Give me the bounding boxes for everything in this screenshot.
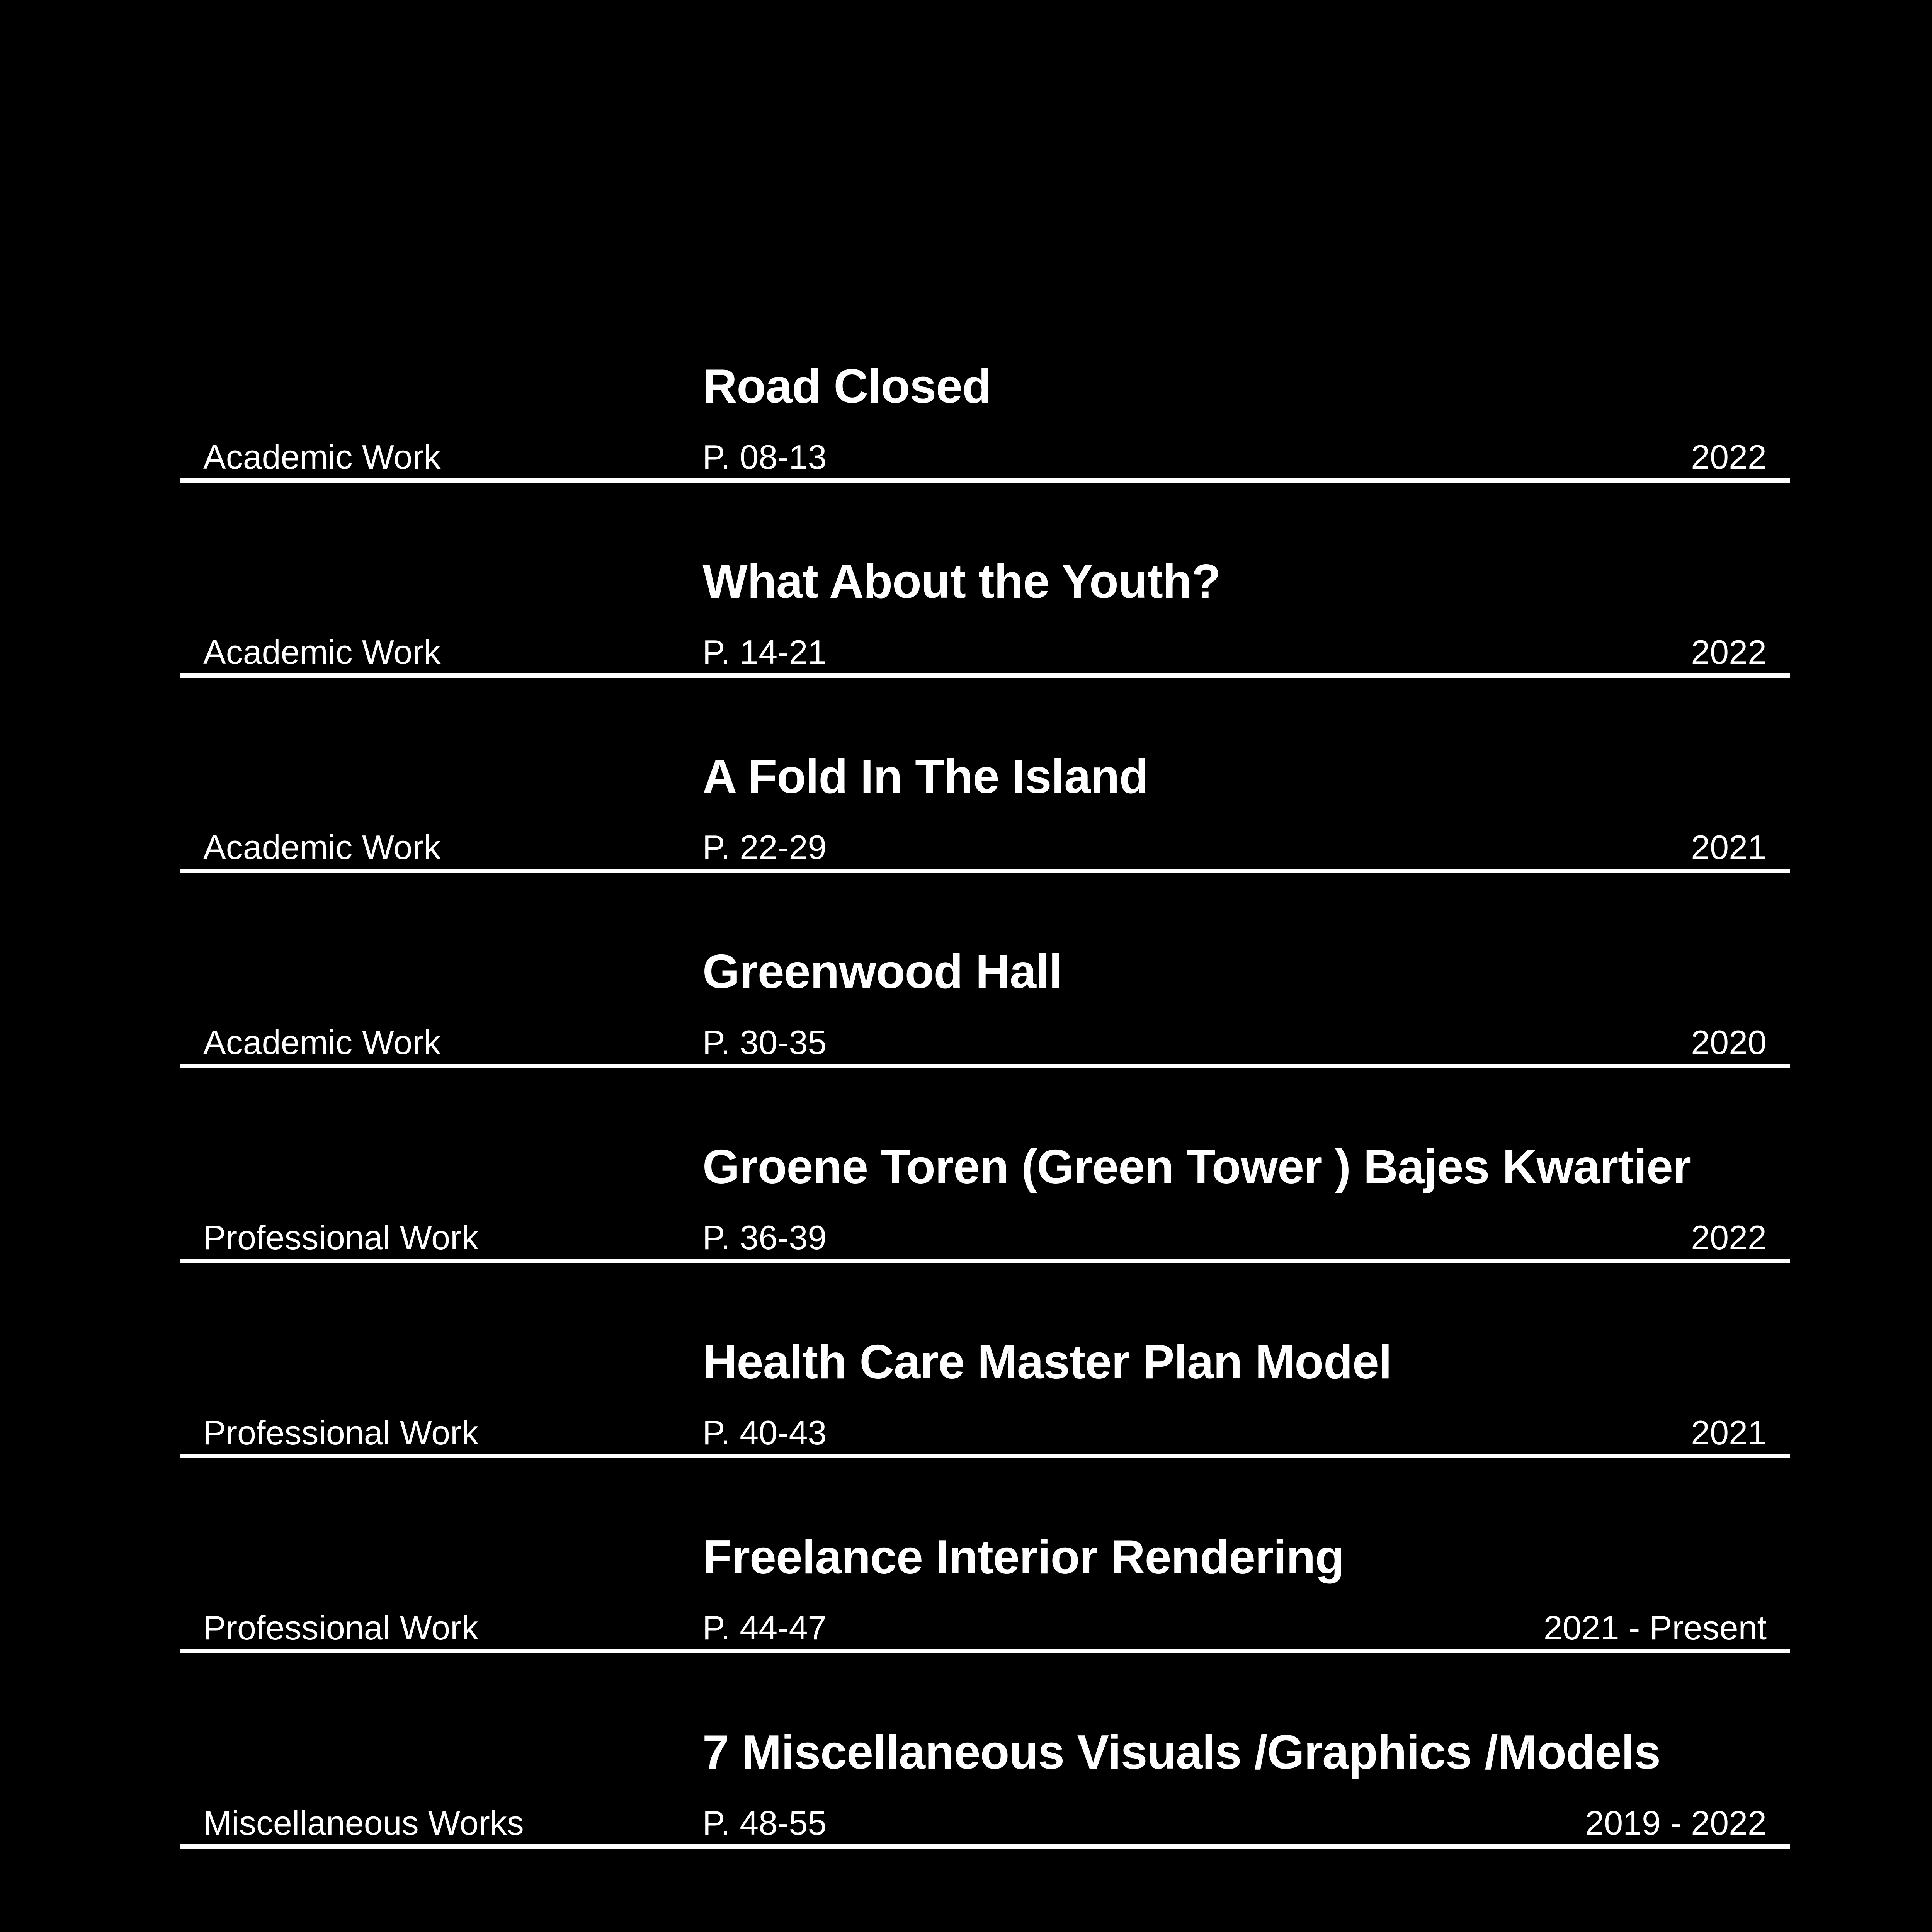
entry-title: Greenwood Hall (702, 945, 1062, 998)
toc-entry (180, 551, 1790, 746)
entry-divider (180, 1844, 1790, 1849)
toc-entry (180, 1526, 1790, 1721)
toc-entry (180, 355, 1790, 551)
toc-entry (180, 1331, 1790, 1526)
entry-title: 7 Miscellaneous Visuals /Graphics /Models (702, 1726, 1661, 1779)
entry-divider (180, 478, 1790, 483)
entry-year: 2022 (1691, 438, 1767, 476)
entry-year: 2020 (1691, 1023, 1767, 1061)
entry-pages: P. 40-43 (702, 1413, 827, 1452)
entry-category: Professional Work (203, 1218, 479, 1257)
table-of-contents (180, 355, 1790, 1917)
entry-category: Academic Work (203, 1023, 441, 1061)
entry-title: Road Closed (702, 360, 991, 413)
toc-entry (180, 1136, 1790, 1331)
entry-title: A Fold In The Island (702, 750, 1148, 803)
entry-divider (180, 1259, 1790, 1263)
entry-pages: P. 48-55 (702, 1804, 827, 1842)
entry-year: 2019 - 2022 (1585, 1804, 1767, 1842)
entry-year: 2021 (1691, 828, 1767, 866)
entry-category: Academic Work (203, 828, 441, 866)
entry-pages: P. 14-21 (702, 633, 827, 671)
entry-category: Professional Work (203, 1413, 479, 1452)
entry-divider (180, 673, 1790, 678)
entry-divider (180, 869, 1790, 873)
entry-title: Freelance Interior Rendering (702, 1531, 1344, 1584)
toc-entry (180, 941, 1790, 1136)
entry-pages: P. 08-13 (702, 438, 827, 476)
entry-title: What About the Youth? (702, 555, 1221, 608)
entry-divider (180, 1649, 1790, 1653)
toc-entry (180, 746, 1790, 941)
entry-category: Miscellaneous Works (203, 1804, 524, 1842)
entry-divider (180, 1064, 1790, 1068)
entry-category: Professional Work (203, 1609, 479, 1647)
entry-pages: P. 44-47 (702, 1609, 827, 1647)
entry-year: 2022 (1691, 1218, 1767, 1257)
entry-title: Health Care Master Plan Model (702, 1335, 1392, 1389)
entry-category: Academic Work (203, 633, 441, 671)
entry-year: 2021 - Present (1543, 1609, 1767, 1647)
entry-year: 2022 (1691, 633, 1767, 671)
entry-pages: P. 36-39 (702, 1218, 827, 1257)
entry-pages: P. 22-29 (702, 828, 827, 866)
entry-category: Academic Work (203, 438, 441, 476)
entry-pages: P. 30-35 (702, 1023, 827, 1061)
entry-title: Groene Toren (Green Tower ) Bajes Kwartier (702, 1140, 1691, 1194)
toc-entry (180, 1721, 1790, 1917)
entry-year: 2021 (1691, 1413, 1767, 1452)
entry-divider (180, 1454, 1790, 1458)
